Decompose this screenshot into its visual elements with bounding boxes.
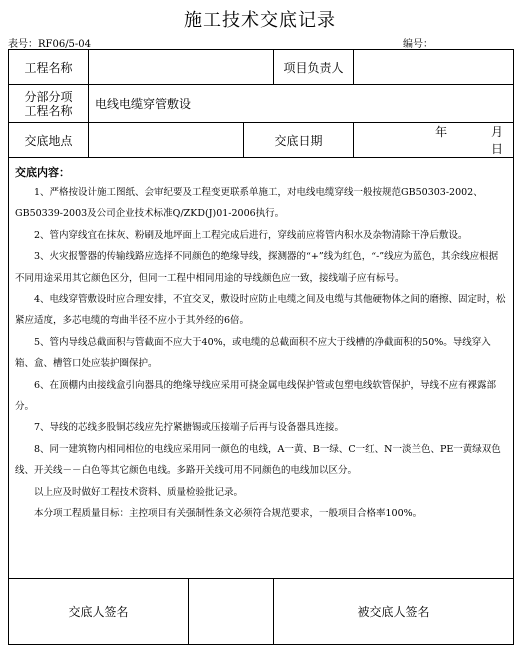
content-paragraph: 8、同一建筑物内相同相位的电线应采用同一颜色的电线，A一黄、B一绿、C一红、N一淡兰色、PE一黄绿双色线、开关线－－白色等其它颜色电线。多路开关线可用不同颜色的电线加以区分。 bbox=[15, 443, 501, 477]
content-paragraph: 5、管内导线总截面积与管截面不应大于40%，或电缆的总截面积不应大于线槽的净截面积的50%。导线穿入箱、盒、槽管口处应装护圈保护。 bbox=[15, 336, 491, 370]
location-field[interactable] bbox=[89, 123, 244, 158]
date-year: 年 bbox=[435, 125, 448, 139]
content-paragraph: 本分项工程质量目标：主控项目有关强制性条文必须符合规范要求，一般项目合格率100%。 bbox=[34, 508, 423, 520]
project-name-field[interactable] bbox=[89, 50, 274, 85]
content-section bbox=[9, 158, 514, 579]
sub-project-row bbox=[9, 85, 514, 123]
form-number: 表号：RF06/5-04 bbox=[8, 39, 92, 50]
content-row bbox=[9, 158, 514, 579]
content-paragraph: 3、火灾报警器的传输线路应选择不同颜色的绝缘导线，探测器的“+”线为红色，“-”线应为蓝色，其余线应根据不同用途采用其它颜色区分，但同一工程中相同用途的导线颜色应一致，接线端子应有标号。 bbox=[15, 251, 499, 284]
receiver-signature-label: 被交底人签名 bbox=[274, 579, 514, 645]
content-heading: 交底内容： bbox=[15, 166, 70, 179]
content-paragraph: 以上应及时做好工程技术资料、质量检验批记录。 bbox=[34, 486, 244, 498]
content-paragraph: 4、电线穿管敷设时应合理安排，不宜交叉，敷设时应防止电缆之间及电缆与其他硬物体之间的磨擦、固定时，松紧应适度，多芯电缆的弯曲半径不应小于其外经的6倍。 bbox=[15, 294, 506, 327]
date-day: 日 bbox=[491, 142, 504, 156]
content-paragraph: 2、管内穿线宜在抹灰、粉刷及地坪面上工程完成后进行，穿线前应将管内积水及杂物清除干净后敷设。 bbox=[34, 229, 468, 241]
content-paragraph: 1、严格按设计施工图纸、会审纪要及工程变更联系单施工，对电线电缆穿线一般按规范GB50303-2002、GB50339-2003及公司企业技术标准Q/ZKD(J)01-2006执行。 bbox=[15, 187, 483, 220]
serial-number-label: 编号： bbox=[403, 39, 433, 50]
discloser-signature-field[interactable] bbox=[189, 579, 274, 645]
project-lead-label: 项目负责人 bbox=[274, 50, 354, 85]
location-label: 交底地点 bbox=[9, 123, 89, 158]
content-paragraph: 6、在顶棚内由接线盒引向器具的绝缘导线应采用可挠金属电线保护管或包塑电线软管保护，导线不应有裸露部分。 bbox=[15, 379, 497, 413]
date-label: 交底日期 bbox=[244, 123, 354, 158]
location-date-row bbox=[9, 123, 514, 158]
sub-project-label bbox=[9, 85, 89, 123]
content-paragraph: 7、导线的芯线多股铜芯线应先拧紧搪锡或压接端子后再与设备器具连接。 bbox=[34, 422, 345, 434]
date-month: 月 bbox=[491, 125, 504, 139]
sub-project-label-line2: 工程名称 bbox=[24, 103, 73, 118]
date-field[interactable] bbox=[354, 123, 514, 158]
project-lead-field[interactable] bbox=[354, 50, 514, 85]
sub-project-field[interactable]: 电线电缆穿管敷设 bbox=[89, 85, 514, 123]
sub-project-label-line1: 分部分项 bbox=[24, 89, 73, 104]
discloser-signature-label: 交底人签名 bbox=[9, 579, 189, 645]
disclosure-form bbox=[8, 49, 514, 645]
document-title: 施工技术交底记录 bbox=[184, 10, 336, 31]
project-row bbox=[9, 50, 514, 85]
signature-row bbox=[9, 579, 514, 645]
project-name-label: 工程名称 bbox=[9, 50, 89, 85]
